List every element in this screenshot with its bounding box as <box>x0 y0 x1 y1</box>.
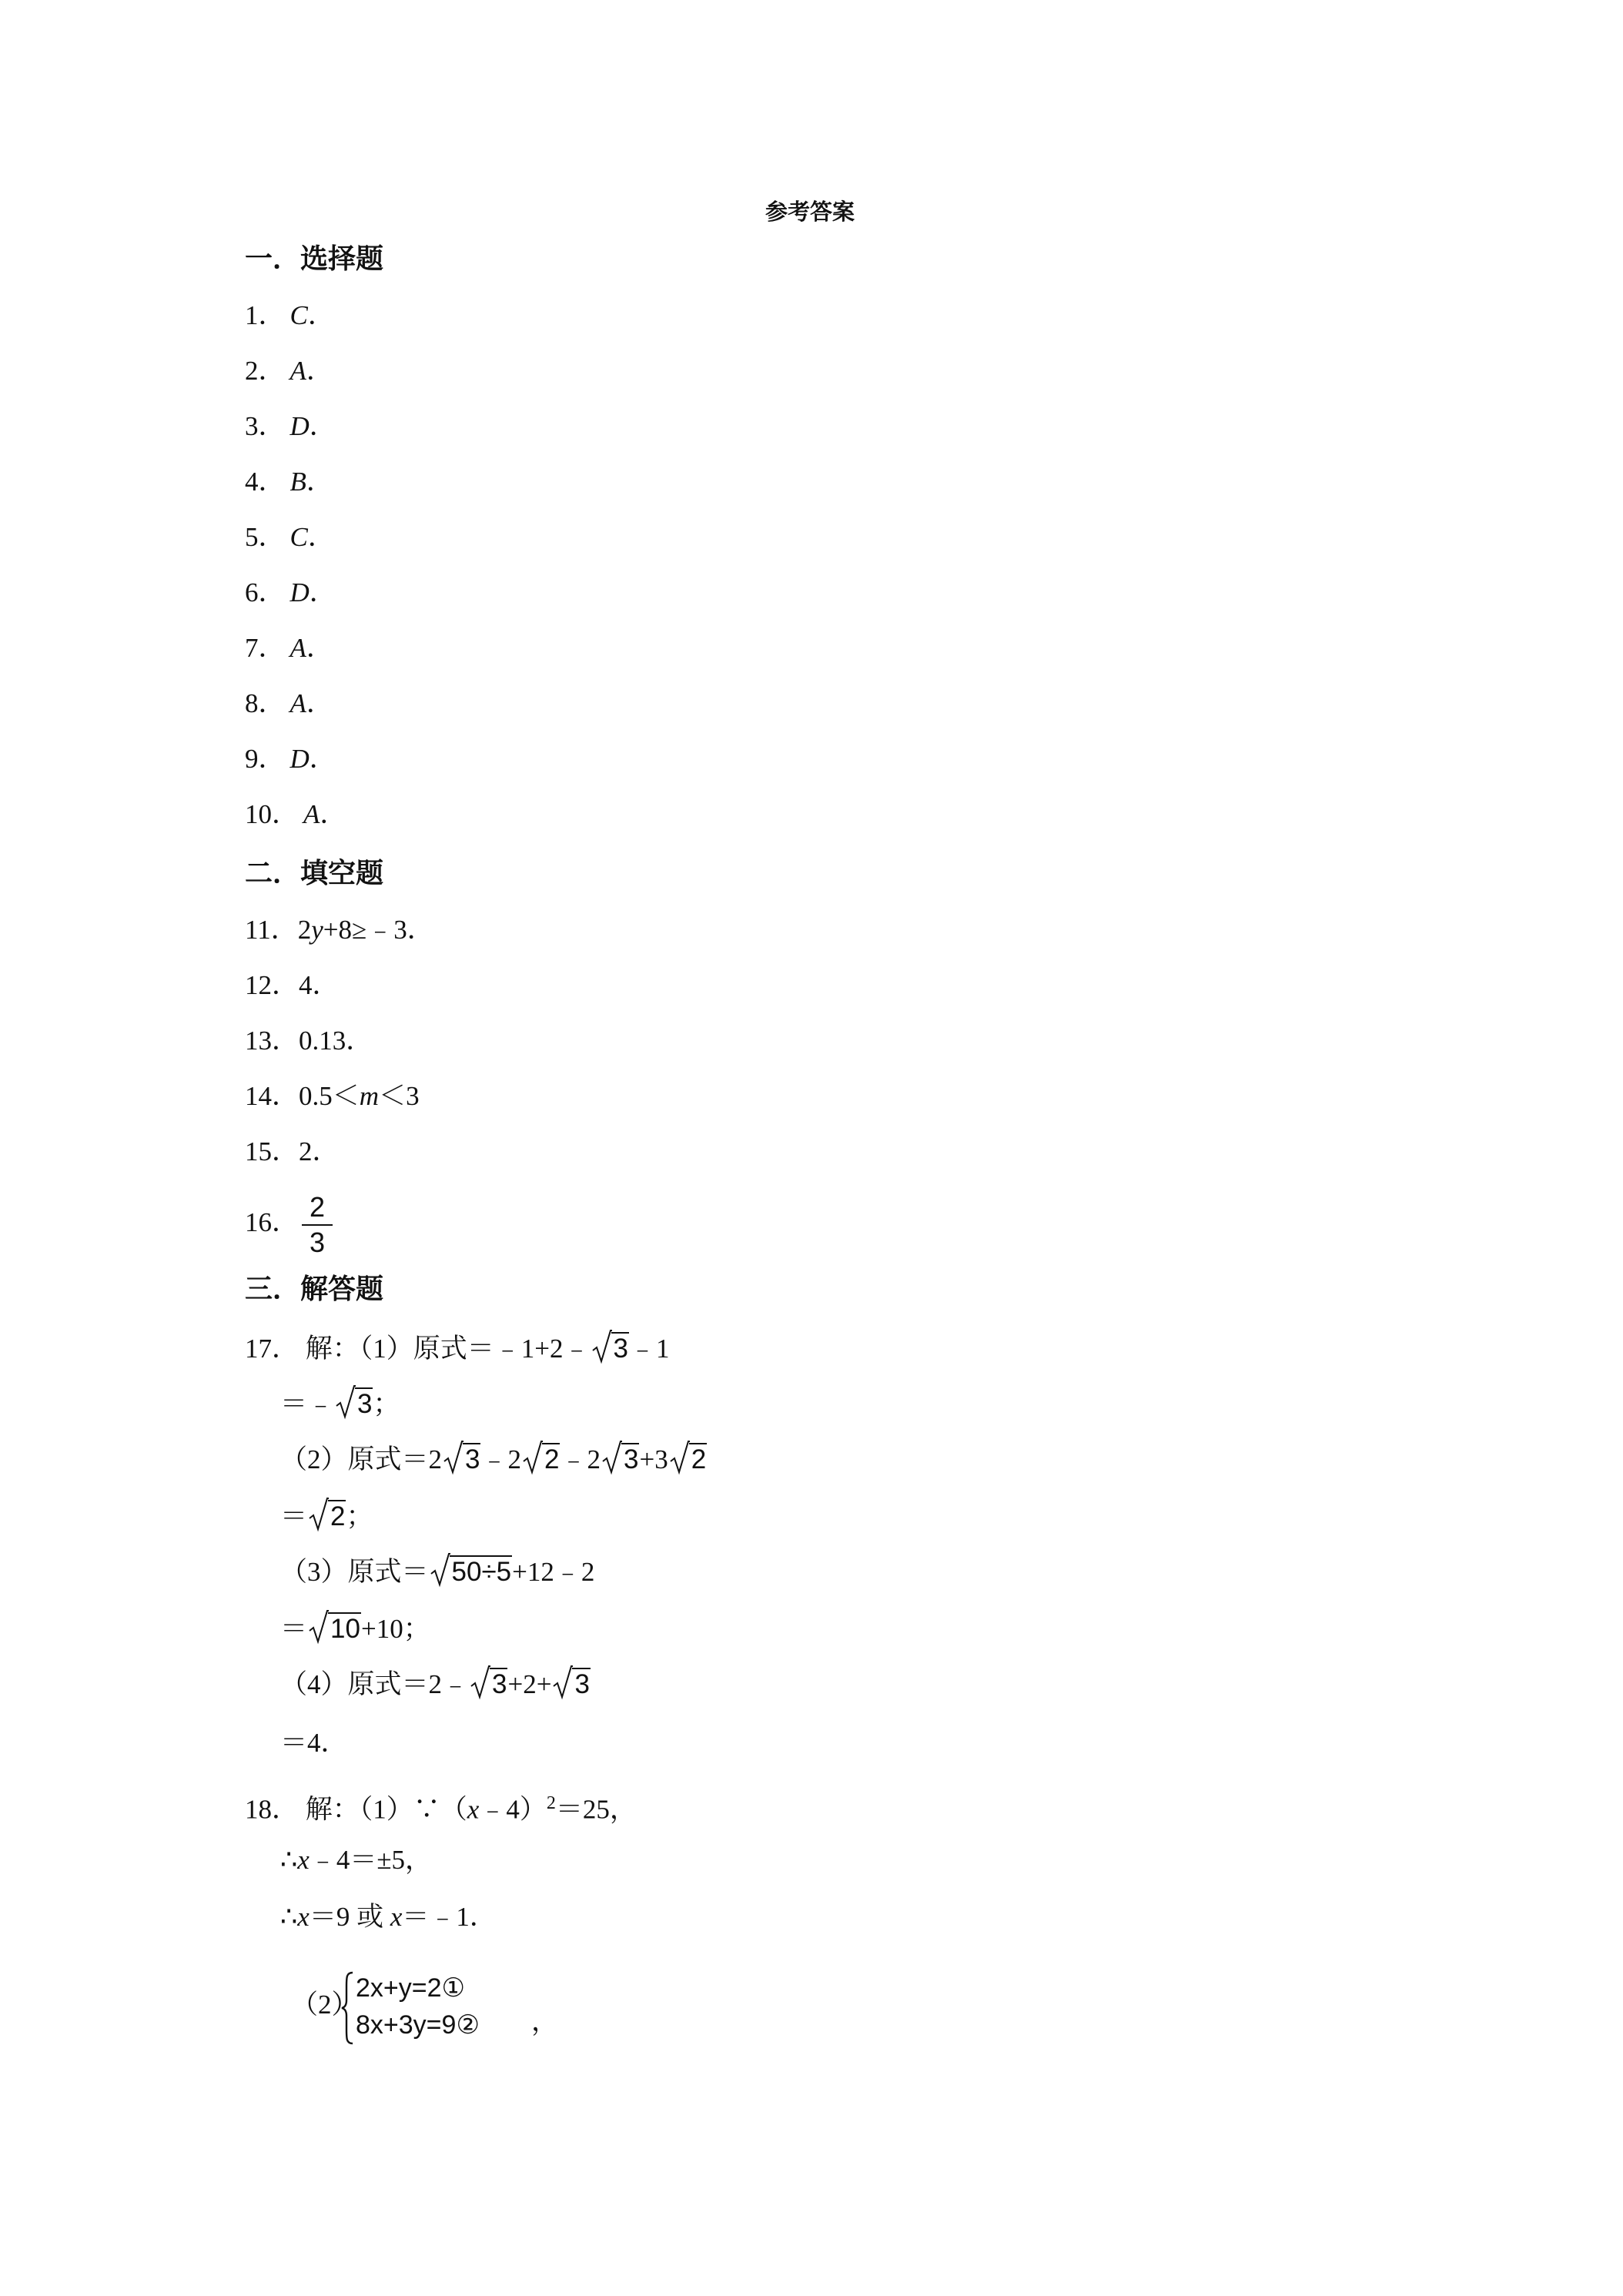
answer-15: 15．2． <box>245 1136 340 1166</box>
q17-line-7: （4）原式＝2﹣ 3+2+ 3 <box>280 1668 591 1702</box>
page-title: 参考答案 <box>765 200 855 225</box>
sqrt-2: 2 <box>523 1443 560 1477</box>
q18-line-1: 18． 解：（1）∵（x﹣4）$^2$＝25， <box>245 1793 637 1825</box>
choice-answer-6: 6． D． <box>245 577 336 607</box>
sqrt-3: 3 <box>592 1332 629 1366</box>
q18-line-4-label: （2） <box>291 1990 359 2020</box>
fraction-numerator: 2 <box>309 1191 326 1223</box>
sqrt-3: 3 <box>470 1668 507 1702</box>
sqrt-3: 3 <box>336 1387 373 1421</box>
equation-2: 8x+3y=9② <box>356 2010 480 2040</box>
q18-line-2: ∴x﹣4＝±5， <box>280 1845 433 1875</box>
q17-line-3: （2）原式＝2 3﹣2 2﹣2 3+3 2 <box>280 1443 707 1477</box>
fraction-denominator: 3 <box>309 1227 326 1258</box>
fraction-bar <box>302 1224 333 1226</box>
answer-16-number: 16． <box>245 1207 300 1237</box>
q18-line-4-comma: ， <box>531 2006 559 2037</box>
equation-1: 2x+y=2① <box>356 1973 466 2003</box>
choice-answer-8: 8． A． <box>245 688 333 718</box>
choice-answer-1: 1． C． <box>245 300 335 330</box>
q17-line-5: （3）原式＝ 50÷5+12﹣2 <box>280 1555 594 1589</box>
sqrt-10: 10 <box>309 1612 361 1646</box>
section-heading-fill: 二．填空题 <box>245 858 384 889</box>
choice-answer-4: 4． B． <box>245 467 333 497</box>
sqrt-3: 3 <box>553 1668 590 1702</box>
q17-line-1: 17． 解：（1）原式＝﹣1+2﹣ 3﹣1 <box>245 1332 669 1366</box>
equation-system <box>356 1970 480 2043</box>
sqrt-2: 2 <box>309 1500 346 1534</box>
q18-line-3: ∴x＝9 或 x＝﹣1． <box>280 1902 497 1932</box>
sqrt-3: 3 <box>443 1443 480 1477</box>
answer-11: 11．2y+8≥﹣3． <box>245 915 434 945</box>
q17-line-8: ＝4． <box>280 1728 348 1758</box>
section-heading-choice: 一．选择题 <box>245 243 384 274</box>
choice-answer-10: 10． A． <box>245 799 347 829</box>
sqrt-3: 3 <box>602 1443 639 1477</box>
left-brace-icon <box>340 1971 356 2045</box>
section-heading-solve: 三．解答题 <box>245 1274 384 1304</box>
q17-line-6: ＝ 10+10； <box>280 1612 430 1646</box>
choice-answer-2: 2． A． <box>245 356 333 386</box>
answer-13: 13．0.13． <box>245 1026 373 1056</box>
choice-answer-5: 5． C． <box>245 522 335 552</box>
choice-answer-9: 9． D． <box>245 744 336 774</box>
answer-12: 12．4． <box>245 970 340 1000</box>
answer-16-fraction <box>302 1192 333 1258</box>
sqrt-50-div-5: 50÷5 <box>430 1555 513 1589</box>
choice-answer-3: 3． D． <box>245 411 336 441</box>
q17-line-2: ＝﹣ 3； <box>280 1387 400 1421</box>
q17-line-4: ＝ 2； <box>280 1500 373 1534</box>
sqrt-2: 2 <box>670 1443 707 1477</box>
answer-14: 14．0.5＜m＜3 <box>245 1081 420 1111</box>
choice-answer-7: 7． A． <box>245 633 333 663</box>
